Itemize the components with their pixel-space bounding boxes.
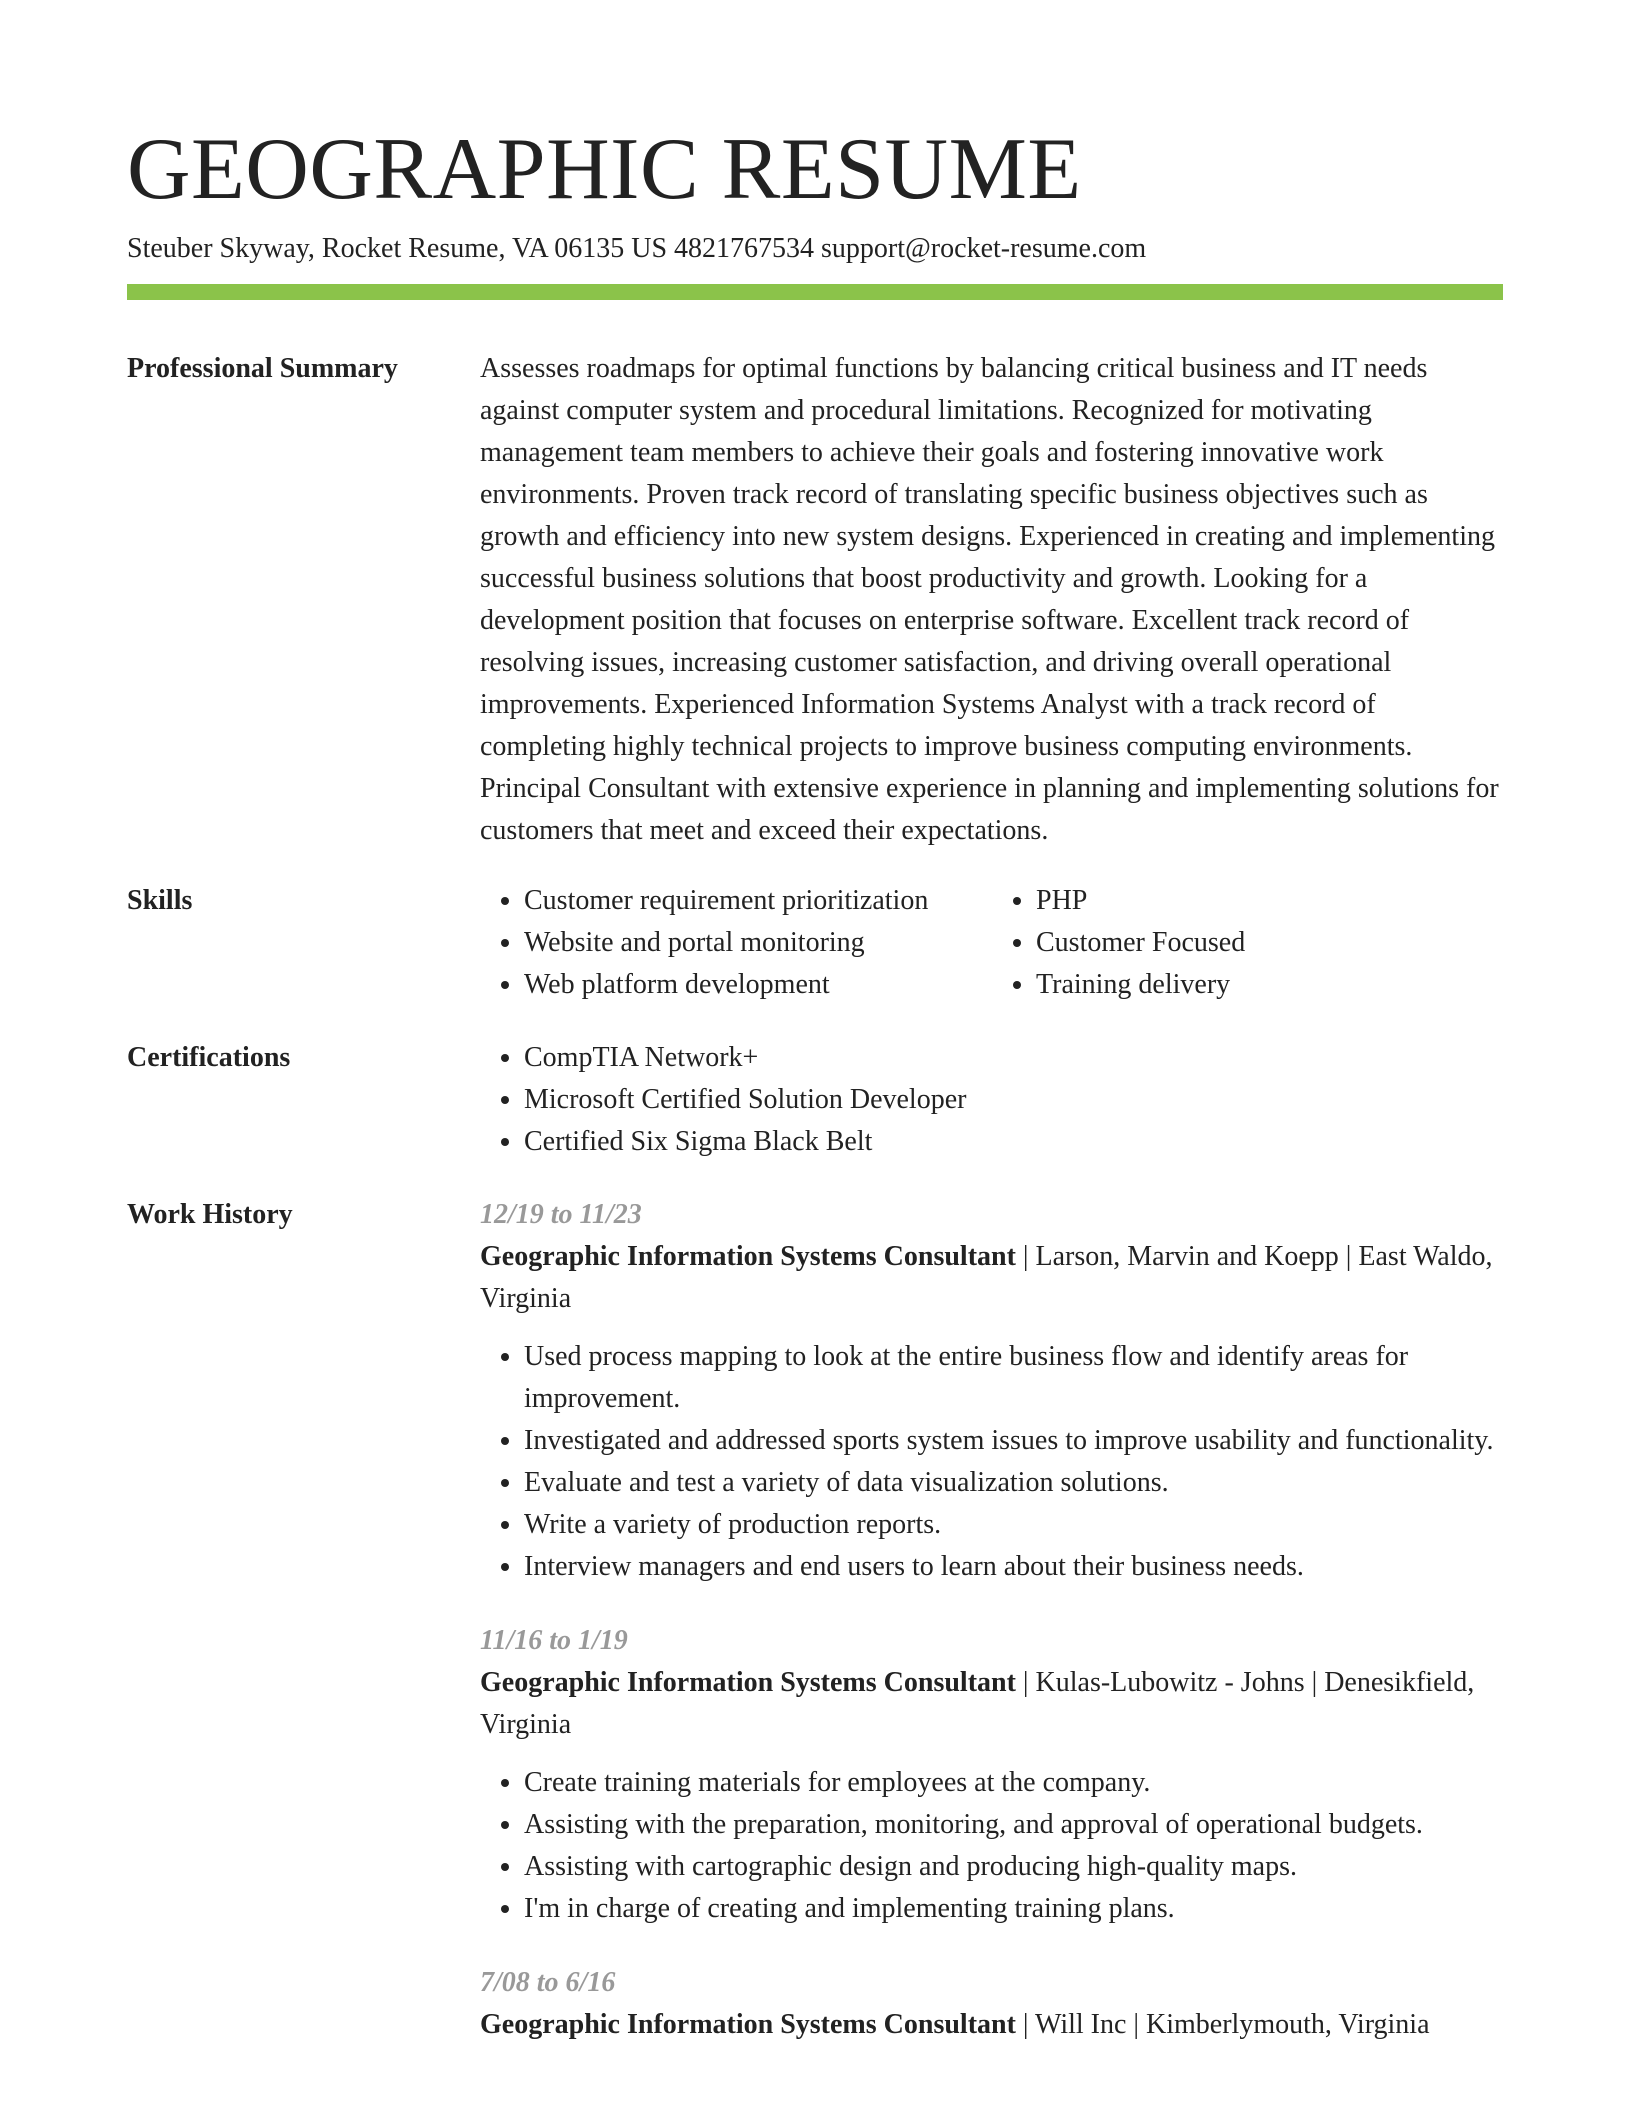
job-bullets [480,1336,1504,1588]
resume-title: GEOGRAPHIC RESUME [127,121,1082,218]
skill-item: • Training delivery [1036,964,1504,1006]
skill-item: • Website and portal monitoring [524,922,992,964]
job-bullet: • Interview managers and end users to learn about their business needs. [524,1546,1504,1588]
certifications-section [480,1037,1504,1163]
skill-item: • PHP [1036,880,1504,922]
accent-divider [127,284,1503,300]
job-dates: 11/16 to 1/19 [480,1625,628,1656]
job-heading [480,1236,1504,1320]
job-heading [480,2004,1504,2046]
job-bullet: • Evaluate and test a variety of data visualization solutions. [524,1462,1504,1504]
job-bullet: • I'm in charge of creating and implementing training plans. [524,1888,1504,1930]
job-title: Geographic Information Systems Consultant [480,2009,1016,2040]
job-bullet: • Used process mapping to look at the entire business flow and identify areas for improvement. [524,1336,1504,1420]
skills-list-left [480,880,992,1006]
job-dates: 7/08 to 6/16 [480,1967,616,1998]
job-entry [480,1962,1504,2046]
job-title: Geographic Information Systems Consultant [480,1241,1016,1272]
job-entry [480,1620,1504,1930]
section-label-certifications: Certifications [127,1042,291,1073]
job-bullet: • Assisting with cartographic design and producing high-quality maps. [524,1846,1504,1888]
job-details: | Will Inc | Kimberlymouth, Virginia [1015,2009,1430,2040]
job-dates: 12/19 to 11/23 [480,1199,642,1230]
job-bullet: • Investigated and addressed sports system issues to improve usability and functionality. [524,1420,1504,1462]
job-bullet: • Create training materials for employees at the company. [524,1762,1504,1804]
job-title: Geographic Information Systems Consultant [480,1667,1016,1698]
certifications-list [480,1037,1504,1163]
skill-item: • Web platform development [524,964,992,1006]
certification-item: • Certified Six Sigma Black Belt [524,1121,1504,1163]
skills-section [480,880,1504,1006]
job-bullets [480,1762,1504,1930]
job-details: | Kulas-Lubowitz - Johns | Denesikfield, Virginia [480,1667,1475,1740]
section-label-skills: Skills [127,885,193,916]
job-details: | Larson, Marvin and Koepp | East Waldo, Virginia [480,1241,1493,1314]
summary-section [480,348,1504,852]
job-bullet: • Assisting with the preparation, monitoring, and approval of operational budgets. [524,1804,1504,1846]
summary-text: Assesses roadmaps for optimal functions by balancing critical business and IT needs against computer system and procedural limitations. Recognized for motivating management team members to achieve their goals and fostering innovative work environments. Proven track record of translating specific business objectives such as growth and efficiency into new system designs. Experienced in creating and implementing successful business solutions that boost productivity and growth. Looking for a development position that focuses on enterprise software. Excellent track record of resolving issues, increasing customer satisfaction, and driving overall operational improvements. Experienced Information Systems Analyst with a track record of completing highly technical projects to improve business computing environments. Principal Consultant with extensive experience in planning and implementing solutions for customers that meet and exceed their expectations. [480,353,1499,846]
job-heading [480,1662,1504,1746]
certification-item: • CompTIA Network+ [524,1037,1504,1079]
job-entry [480,1194,1504,1588]
section-label-summary: Professional Summary [127,353,398,384]
work-history-section [480,1194,1504,2078]
contact-line: Steuber Skyway, Rocket Resume, VA 06135 US 4821767534 support@rocket-resume.com [127,233,1147,264]
skill-item: • Customer Focused [1036,922,1504,964]
skill-item: • Customer requirement prioritization [524,880,992,922]
skills-list-right [992,880,1504,1006]
skills-grid [480,880,1504,1006]
certification-item: • Microsoft Certified Solution Developer [524,1079,1504,1121]
job-bullet: • Write a variety of production reports. [524,1504,1504,1546]
section-label-work-history: Work History [127,1199,293,1230]
